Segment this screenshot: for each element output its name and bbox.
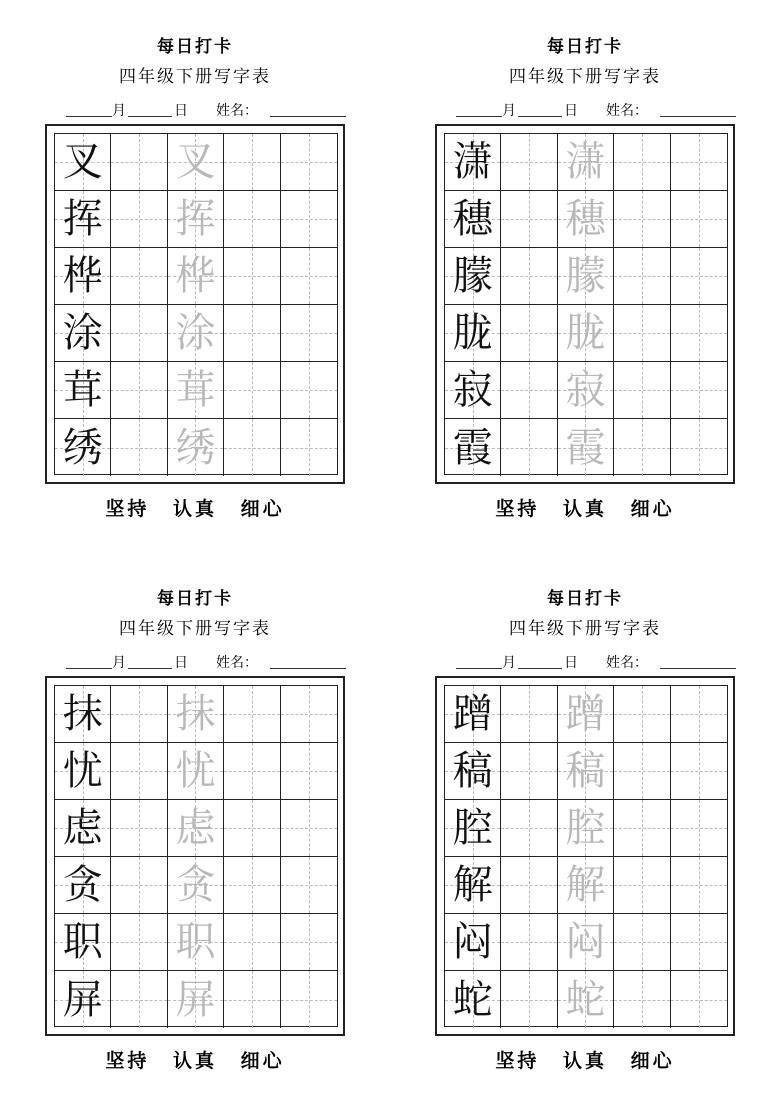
model-character: 霞 <box>452 424 493 471</box>
model-character: 忧 <box>62 748 103 794</box>
practice-cell[interactable] <box>224 305 280 362</box>
practice-cell[interactable] <box>111 362 167 419</box>
date-name-line <box>66 652 356 672</box>
practice-cell[interactable] <box>281 686 337 743</box>
character-grid <box>54 133 338 475</box>
motto: 坚持 认真 细心 <box>495 1050 675 1072</box>
card-title: 每日打卡 <box>157 589 233 609</box>
model-character: 涂 <box>62 310 103 356</box>
trace-cell[interactable] <box>558 971 614 1028</box>
trace-character: 桦 <box>175 253 216 299</box>
character-grid <box>444 133 728 475</box>
model-cell <box>445 800 501 857</box>
model-character: 茸 <box>62 367 103 413</box>
practice-cell[interactable] <box>111 800 167 857</box>
practice-cell[interactable] <box>501 248 557 305</box>
grid-row <box>55 971 337 1028</box>
writing-sheet <box>435 124 735 484</box>
practice-cell[interactable] <box>111 914 167 971</box>
grid-row <box>55 305 337 362</box>
practice-cell[interactable] <box>224 362 280 419</box>
trace-character: 职 <box>175 919 216 965</box>
date-name-line <box>66 100 356 120</box>
practice-cell[interactable] <box>224 971 280 1028</box>
card-subtitle: 四年级下册写字表 <box>509 67 661 87</box>
card-subtitle: 四年级下册写字表 <box>119 67 271 87</box>
practice-cell[interactable] <box>671 305 727 362</box>
practice-cell[interactable] <box>501 971 557 1028</box>
day-blank[interactable] <box>518 668 562 669</box>
model-character: 解 <box>452 862 493 908</box>
trace-cell[interactable] <box>168 134 224 191</box>
trace-cell[interactable] <box>558 191 614 248</box>
character-grid <box>54 685 338 1027</box>
practice-cell[interactable] <box>671 134 727 191</box>
model-character: 寂 <box>452 367 493 413</box>
trace-cell[interactable] <box>168 857 224 914</box>
grid-row <box>445 914 727 971</box>
practice-cell[interactable] <box>501 362 557 419</box>
trace-character: 蹭 <box>565 691 606 737</box>
trace-cell[interactable] <box>168 248 224 305</box>
grid-row <box>445 686 727 743</box>
practice-cell[interactable] <box>224 191 280 248</box>
trace-cell[interactable] <box>168 305 224 362</box>
card-title: 每日打卡 <box>547 37 623 57</box>
name-blank[interactable] <box>660 116 736 117</box>
trace-cell[interactable] <box>558 686 614 743</box>
practice-cell[interactable] <box>111 305 167 362</box>
practice-cell[interactable] <box>111 419 167 476</box>
practice-cell[interactable] <box>111 686 167 743</box>
model-cell <box>55 134 111 191</box>
practice-card <box>420 28 750 548</box>
trace-character: 叉 <box>175 139 216 185</box>
motto: 坚持 认真 细心 <box>495 498 675 520</box>
writing-sheet <box>435 676 735 1036</box>
month-blank[interactable] <box>66 116 112 117</box>
trace-cell[interactable] <box>558 362 614 419</box>
practice-cell[interactable] <box>281 134 337 191</box>
model-character: 屏 <box>62 976 103 1023</box>
model-cell <box>55 971 111 1028</box>
trace-character: 抹 <box>175 691 216 737</box>
practice-cell[interactable] <box>281 857 337 914</box>
day-label: 日 <box>564 655 578 671</box>
practice-cell[interactable] <box>671 800 727 857</box>
practice-cell[interactable] <box>281 362 337 419</box>
trace-cell[interactable] <box>168 914 224 971</box>
model-cell <box>55 191 111 248</box>
motto: 坚持 认真 细心 <box>105 498 285 520</box>
model-character: 闷 <box>452 919 493 965</box>
model-cell <box>55 248 111 305</box>
model-cell <box>445 914 501 971</box>
motto: 坚持 认真 细心 <box>105 1050 285 1072</box>
model-character: 绣 <box>62 424 103 471</box>
practice-cell[interactable] <box>614 914 670 971</box>
trace-character: 穗 <box>565 196 606 242</box>
practice-cell[interactable] <box>671 248 727 305</box>
trace-character: 霞 <box>565 424 606 471</box>
grid-row <box>445 191 727 248</box>
model-cell <box>445 248 501 305</box>
practice-cell[interactable] <box>281 419 337 476</box>
practice-cell[interactable] <box>501 305 557 362</box>
month-blank[interactable] <box>456 668 502 669</box>
model-cell <box>55 686 111 743</box>
model-character: 桦 <box>62 253 103 299</box>
practice-cell[interactable] <box>614 857 670 914</box>
grid-row <box>55 419 337 476</box>
model-character: 叉 <box>62 139 103 185</box>
trace-character: 贪 <box>175 862 216 908</box>
trace-cell[interactable] <box>558 134 614 191</box>
trace-character: 涂 <box>175 310 216 356</box>
name-blank[interactable] <box>270 668 346 669</box>
model-cell <box>445 362 501 419</box>
day-label: 日 <box>564 103 578 119</box>
grid-row <box>55 191 337 248</box>
practice-cell[interactable] <box>281 971 337 1028</box>
card-subtitle: 四年级下册写字表 <box>119 619 271 639</box>
practice-cell[interactable] <box>671 686 727 743</box>
model-character: 腔 <box>452 805 493 851</box>
grid-row <box>55 857 337 914</box>
practice-cell[interactable] <box>281 305 337 362</box>
grid-row <box>445 248 727 305</box>
model-character: 胧 <box>452 310 493 356</box>
grid-row <box>445 857 727 914</box>
practice-cell[interactable] <box>614 134 670 191</box>
practice-cell[interactable] <box>614 419 670 476</box>
month-blank[interactable] <box>66 668 112 669</box>
practice-cell[interactable] <box>614 743 670 800</box>
practice-cell[interactable] <box>111 248 167 305</box>
practice-cell[interactable] <box>224 857 280 914</box>
date-name-line <box>456 100 746 120</box>
practice-cell[interactable] <box>111 971 167 1028</box>
month-blank[interactable] <box>456 116 502 117</box>
practice-cell[interactable] <box>614 686 670 743</box>
model-cell <box>55 800 111 857</box>
practice-cell[interactable] <box>501 743 557 800</box>
practice-cell[interactable] <box>671 971 727 1028</box>
writing-sheet <box>45 124 345 484</box>
practice-cell[interactable] <box>671 914 727 971</box>
practice-cell[interactable] <box>501 914 557 971</box>
practice-cell[interactable] <box>671 362 727 419</box>
model-cell <box>445 743 501 800</box>
model-character: 挥 <box>62 196 103 242</box>
practice-cell[interactable] <box>224 134 280 191</box>
trace-cell[interactable] <box>558 914 614 971</box>
practice-cell[interactable] <box>111 134 167 191</box>
model-cell <box>55 419 111 476</box>
model-cell <box>55 305 111 362</box>
day-blank[interactable] <box>128 668 172 669</box>
model-cell <box>55 362 111 419</box>
trace-cell[interactable] <box>558 800 614 857</box>
trace-cell[interactable] <box>558 419 614 476</box>
month-label: 月 <box>112 655 126 671</box>
trace-cell[interactable] <box>168 191 224 248</box>
card-title: 每日打卡 <box>157 37 233 57</box>
grid-row <box>445 971 727 1028</box>
practice-cell[interactable] <box>614 248 670 305</box>
card-title: 每日打卡 <box>547 589 623 609</box>
practice-cell[interactable] <box>111 743 167 800</box>
trace-character: 茸 <box>175 367 216 413</box>
trace-character: 腔 <box>565 805 606 851</box>
trace-character: 虑 <box>175 805 216 851</box>
grid-row <box>55 743 337 800</box>
trace-cell[interactable] <box>558 743 614 800</box>
practice-cell[interactable] <box>224 914 280 971</box>
practice-cell[interactable] <box>614 191 670 248</box>
grid-row <box>55 914 337 971</box>
model-cell <box>445 857 501 914</box>
practice-cell[interactable] <box>501 134 557 191</box>
model-cell <box>55 743 111 800</box>
practice-card <box>30 28 360 548</box>
model-cell <box>445 686 501 743</box>
model-character: 虑 <box>62 805 103 851</box>
model-character: 抹 <box>62 691 103 737</box>
grid-row <box>55 248 337 305</box>
trace-character: 蛇 <box>565 976 606 1023</box>
practice-cell[interactable] <box>614 971 670 1028</box>
name-blank[interactable] <box>270 116 346 117</box>
practice-cell[interactable] <box>614 800 670 857</box>
model-cell <box>55 857 111 914</box>
name-blank[interactable] <box>660 668 736 669</box>
grid-row <box>445 305 727 362</box>
practice-cell[interactable] <box>501 686 557 743</box>
model-cell <box>445 134 501 191</box>
practice-card <box>420 580 750 1100</box>
practice-cell[interactable] <box>614 305 670 362</box>
grid-row <box>55 134 337 191</box>
practice-cell[interactable] <box>501 191 557 248</box>
model-character: 稿 <box>452 748 493 794</box>
month-label: 月 <box>502 103 516 119</box>
grid-row <box>55 800 337 857</box>
name-label: 姓名： <box>216 103 258 119</box>
trace-cell[interactable] <box>168 800 224 857</box>
practice-cell[interactable] <box>671 857 727 914</box>
trace-cell[interactable] <box>168 419 224 476</box>
trace-character: 潇 <box>565 139 606 185</box>
day-blank[interactable] <box>128 116 172 117</box>
model-cell <box>445 305 501 362</box>
practice-cell[interactable] <box>281 914 337 971</box>
model-cell <box>445 191 501 248</box>
trace-character: 屏 <box>175 976 216 1023</box>
trace-cell[interactable] <box>558 248 614 305</box>
practice-cell[interactable] <box>224 248 280 305</box>
trace-character: 解 <box>565 862 606 908</box>
trace-character: 稿 <box>565 748 606 794</box>
grid-row <box>445 800 727 857</box>
grid-row <box>55 686 337 743</box>
practice-cell[interactable] <box>281 191 337 248</box>
practice-cell[interactable] <box>281 248 337 305</box>
practice-cell[interactable] <box>671 419 727 476</box>
practice-cell[interactable] <box>671 743 727 800</box>
day-label: 日 <box>174 103 188 119</box>
model-cell <box>445 419 501 476</box>
name-label: 姓名： <box>606 103 648 119</box>
date-name-line <box>456 652 746 672</box>
grid-row <box>445 134 727 191</box>
month-label: 月 <box>112 103 126 119</box>
day-blank[interactable] <box>518 116 562 117</box>
practice-cell[interactable] <box>224 743 280 800</box>
trace-cell[interactable] <box>168 362 224 419</box>
practice-cell[interactable] <box>111 191 167 248</box>
practice-cell[interactable] <box>671 191 727 248</box>
practice-card <box>30 580 360 1100</box>
trace-cell[interactable] <box>168 971 224 1028</box>
practice-cell[interactable] <box>501 419 557 476</box>
trace-cell[interactable] <box>558 305 614 362</box>
grid-row <box>55 362 337 419</box>
practice-cell[interactable] <box>614 362 670 419</box>
practice-cell[interactable] <box>224 686 280 743</box>
practice-cell[interactable] <box>501 800 557 857</box>
writing-sheet <box>45 676 345 1036</box>
model-character: 蹭 <box>452 691 493 737</box>
grid-row <box>445 362 727 419</box>
day-label: 日 <box>174 655 188 671</box>
trace-character: 绣 <box>175 424 216 471</box>
trace-cell[interactable] <box>168 743 224 800</box>
model-character: 朦 <box>452 253 493 299</box>
practice-cell[interactable] <box>224 419 280 476</box>
practice-cell[interactable] <box>501 857 557 914</box>
model-cell <box>55 914 111 971</box>
model-character: 贪 <box>62 862 103 908</box>
practice-cell[interactable] <box>281 743 337 800</box>
trace-character: 忧 <box>175 748 216 794</box>
card-subtitle: 四年级下册写字表 <box>509 619 661 639</box>
model-character: 潇 <box>452 139 493 185</box>
trace-cell[interactable] <box>168 686 224 743</box>
trace-character: 朦 <box>565 253 606 299</box>
trace-character: 寂 <box>565 367 606 413</box>
trace-character: 胧 <box>565 310 606 356</box>
month-label: 月 <box>502 655 516 671</box>
name-label: 姓名： <box>216 655 258 671</box>
trace-cell[interactable] <box>558 857 614 914</box>
model-character: 蛇 <box>452 976 493 1023</box>
character-grid <box>444 685 728 1027</box>
name-label: 姓名： <box>606 655 648 671</box>
grid-row <box>445 419 727 476</box>
model-character: 穗 <box>452 196 493 242</box>
practice-cell[interactable] <box>224 800 280 857</box>
practice-cell[interactable] <box>281 800 337 857</box>
practice-cell[interactable] <box>111 857 167 914</box>
trace-character: 挥 <box>175 196 216 242</box>
model-cell <box>445 971 501 1028</box>
model-character: 职 <box>62 919 103 965</box>
trace-character: 闷 <box>565 919 606 965</box>
grid-row <box>445 743 727 800</box>
